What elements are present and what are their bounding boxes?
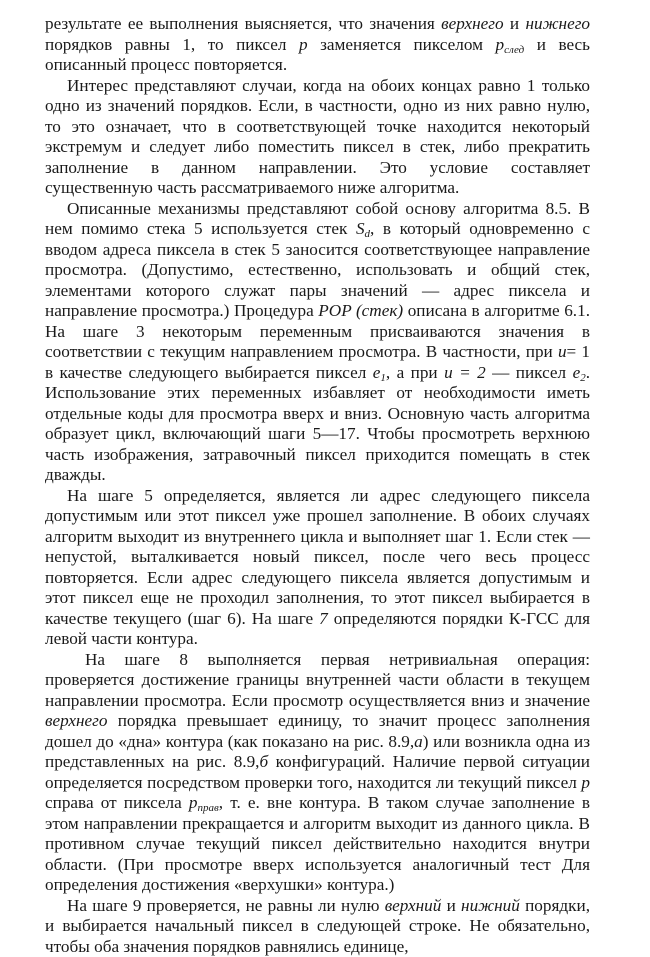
text-run: конфигураций. Наличие первой ситуации определяется посредством проверки того, находится ли текущий пиксел: [45, 752, 590, 792]
text-run: и весь описанный процесс повторяется.: [45, 35, 590, 75]
subscript-run: след: [504, 44, 524, 56]
paragraph-5: [45, 650, 590, 896]
italic-run: e: [573, 363, 581, 382]
text-run: порядков равны 1, то пиксел: [45, 35, 299, 54]
text-run: заменяется пикселом: [308, 35, 496, 54]
italic-run: верхнего: [45, 711, 107, 730]
italic-run: верхнего: [441, 14, 503, 33]
text-run: — пиксел: [486, 363, 573, 382]
text-run: описана в алгоритме 6.1. На шаге 3 некоторым переменным присваиваются значения в соответствии с текущим направлением просмотра. В частности, при: [45, 301, 590, 361]
italic-run: верхний: [385, 896, 442, 915]
text-run: справа от пиксела: [45, 793, 189, 812]
subscript-run: 1: [380, 372, 386, 384]
text-run: На шаге 9 проверяется, не равны ли нулю: [67, 896, 385, 915]
italic-run: нижний: [461, 896, 520, 915]
text-run: ) или возникла одна из представленных на рис. 8.9,: [45, 732, 590, 772]
subscript-run: прав: [198, 802, 219, 814]
text-run: . Использование этих переменных избавляет от необходимости иметь отдельные коды для просмотра вверх и вниз. Основную часть алгоритма образует цикл, включающий шаги 5—17. Чтобы просмотреть верхнюю часть изображения, затравочный пиксел приходится помещать в стек дважды.: [45, 363, 590, 485]
italic-run: p: [581, 773, 590, 792]
text-run: = 1 в качестве следующего выбирается пиксел: [45, 342, 590, 382]
text-run: , т. е. вне контура. В таком случае заполнение в этом направлении прекращается и алгоритм выходит из данного цикла. В противном случае текущий пиксел действительно находится внутри области. (При просмотре вверх используется аналогичный тест Для определения достижения «верхушки» контура.): [45, 793, 590, 894]
text-run: На шаге 5 определяется, является ли адрес следующего пиксела допустимым или этот пиксел уже прошел заполнение. В обоих случаях алгоритм выходит из внутреннего цикла и выполняет шаг 1. Если стек — непустой, выталкивается новый пиксел, после чего весь процесс повторяется. Если адрес следующего пиксела является допустимым и этот пиксел еще не проходил заполнения, то этот пиксел выбирается в качестве текущего (шаг 6). На шаге: [45, 486, 590, 628]
text-run: , а при: [386, 363, 444, 382]
paragraph-2: [45, 76, 590, 199]
text-run: порядка превышает единицу, то значит процесс заполнения дошел до «дна» контура (как показано на рис. 8.9,: [45, 711, 590, 751]
italic-run: б: [259, 752, 268, 771]
subscript-run: d: [365, 228, 371, 240]
italic-run: e: [373, 363, 381, 382]
italic-run: p: [496, 35, 505, 54]
text-run: Интерес представляют случаи, когда на обоих концах равно 1 только одно из значений порядков. Если, в частности, одно из них равно нулю, то это означает, что в соответствующей точке находится некоторый экстремум и следует либо поместить пиксел в стек, либо прекратить заполнение в данном направлении. Это условие составляет существенную часть рассматриваемого ниже алгоритма.: [45, 76, 590, 198]
italic-run: u: [558, 342, 567, 361]
text-run: и: [441, 896, 461, 915]
text-run: , в который одновременно с вводом адреса пиксела в стек 5 заносится соответствующее направление просмотра. (Допустимо, естественно, использовать и общий стек, элементами которого служат пары значений — адрес пиксела и направление просмотра.) Процедура: [45, 219, 590, 320]
paragraph-3: [45, 199, 590, 486]
text-run: определяются порядки К-ГСС для левой части контура.: [45, 609, 590, 649]
text-run: Описанные механизмы представляют собой основу алгоритма 8.5. В нем помимо стека 5 используется стек: [45, 199, 590, 239]
italic-run: p: [189, 793, 198, 812]
paragraph-4: [45, 486, 590, 650]
paragraph-6: [45, 896, 590, 957]
italic-run: 7: [319, 609, 328, 628]
italic-run: S: [356, 219, 365, 238]
italic-run: p: [299, 35, 308, 54]
text-run: результате ее выполнения выясняется, что значения: [45, 14, 441, 33]
paragraph-1: [45, 14, 590, 76]
text-run: порядки, и выбирается начальный пиксел в следующей строке. Не обязательно, чтобы оба значения порядков равнялись единице,: [45, 896, 590, 956]
italic-run: нижнего: [525, 14, 590, 33]
italic-run: а: [414, 732, 423, 751]
text-run: На шаге 8 выполняется первая нетривиальная операция: проверяется достижение границы внутренней части области в текущем направлении просмотра. Если просмотр осуществляется вниз и значение: [45, 650, 590, 710]
italic-run: POP (стек): [318, 301, 403, 320]
text-run: и: [504, 14, 526, 33]
subscript-run: 2: [580, 372, 586, 384]
italic-run: u = 2: [444, 363, 486, 382]
